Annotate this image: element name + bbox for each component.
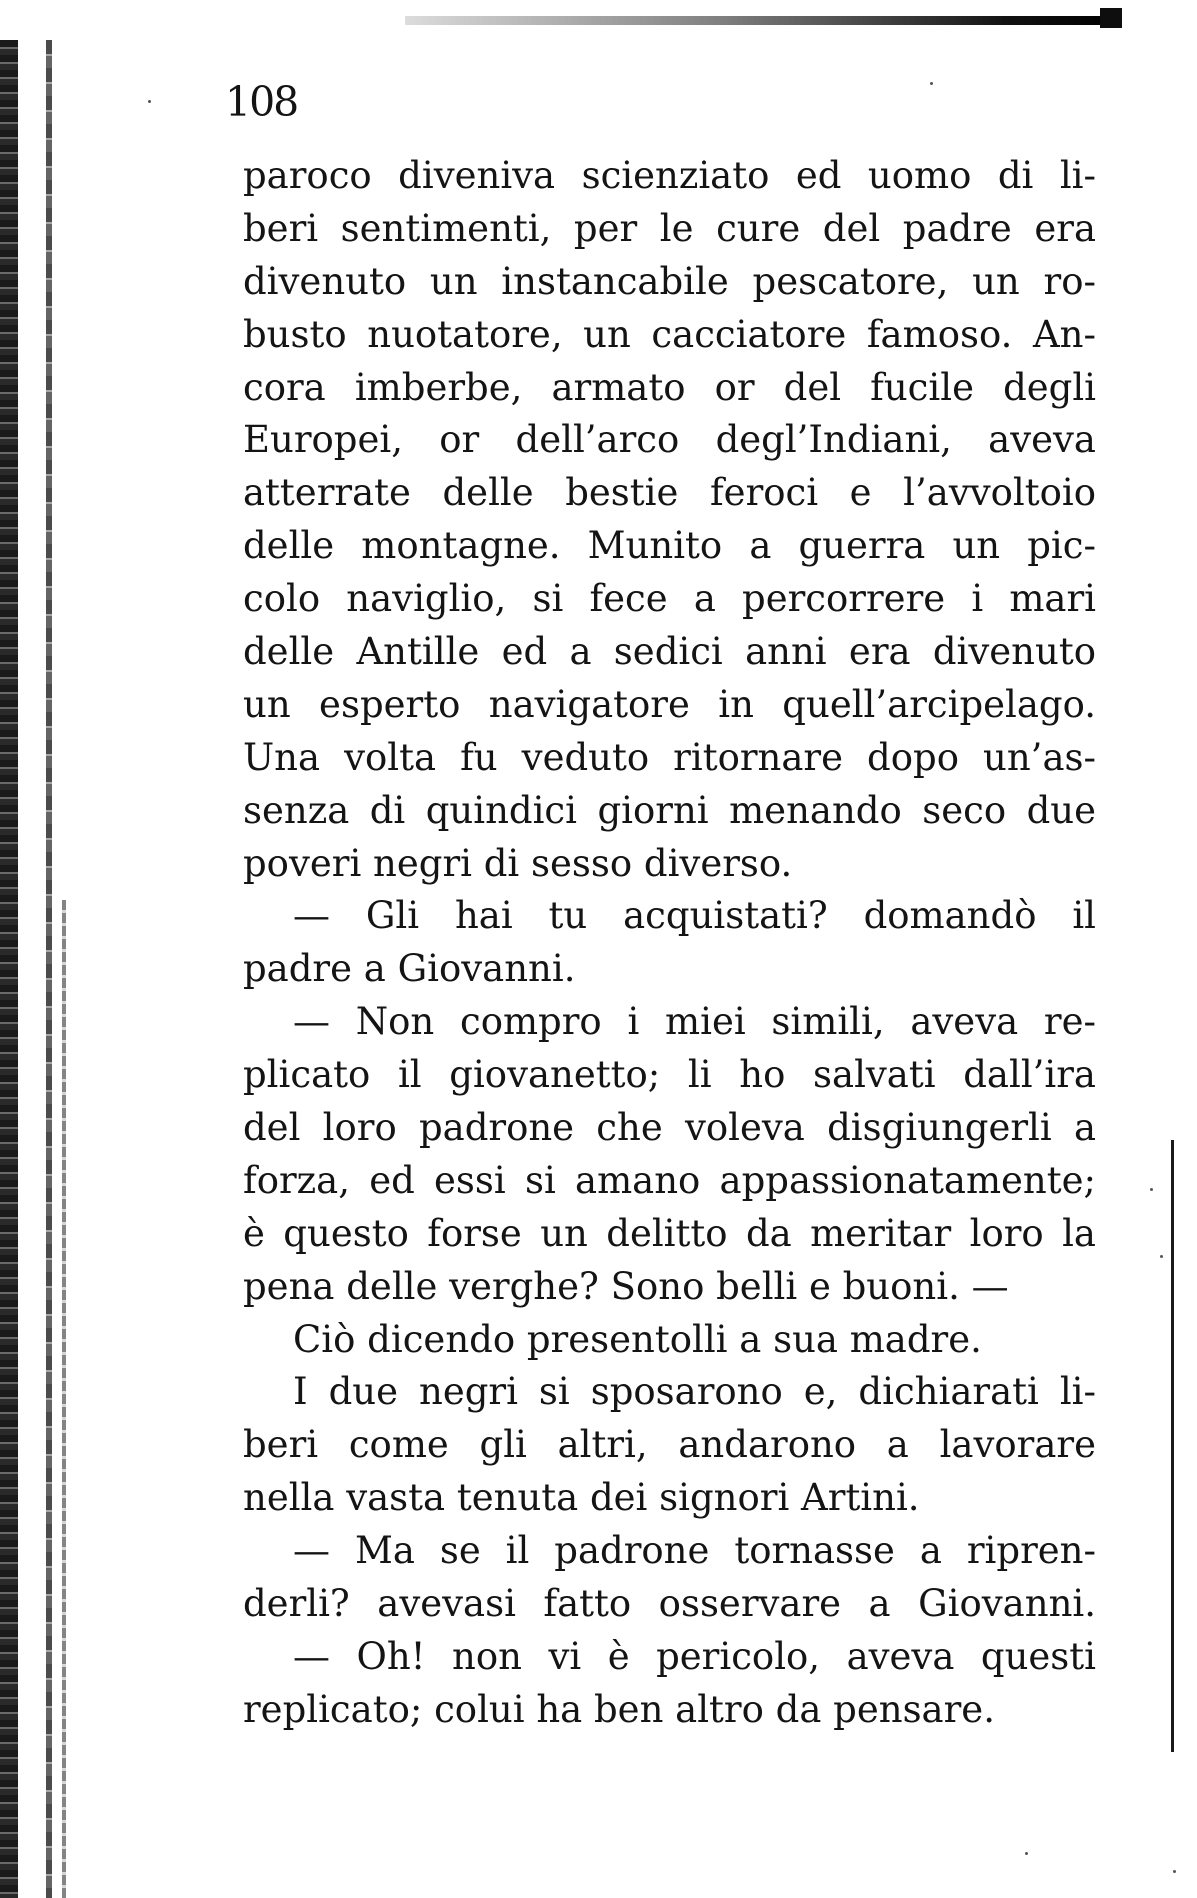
- text-line: Una volta fu veduto ritornare dopo un’as-: [243, 735, 1096, 779]
- scan-right-margin-line: [1171, 1140, 1174, 1752]
- text-line: divenuto un instancabile pescatore, un ro-: [243, 259, 1096, 303]
- text-line: un esperto navigatore in quell’arcipelago.: [243, 682, 1096, 726]
- text-line: è questo forse un delitto da meritar loro la: [243, 1211, 1096, 1255]
- page-number: 108: [225, 78, 298, 126]
- text-line: del loro padrone che voleva disgiungerli a: [243, 1106, 1096, 1150]
- text-line: — Gli hai tu acquistati? domandò il: [293, 894, 1096, 938]
- text-line: beri come gli altri, andarono a lavorare: [243, 1423, 1096, 1467]
- text-line: poveri negri di sesso diverso.: [243, 841, 793, 885]
- scan-binding-edge-secondary: [46, 40, 52, 1898]
- text-line: pena delle verghe? Sono belli e buoni. —: [243, 1264, 1009, 1308]
- text-line: paroco diveniva scienziato ed uomo di li-: [243, 154, 1096, 197]
- text-line: derli? avevasi fatto osservare a Giovanni.: [243, 1582, 1096, 1626]
- text-line: beri sentimenti, per le cure del padre era: [243, 206, 1096, 250]
- text-line: Europei, or dell’arco degl’Indiani, aveva: [243, 418, 1096, 462]
- text-line: cora imberbe, armato or del fucile degli: [243, 365, 1096, 409]
- text-line: forza, ed essi si amano appassionatamente;: [243, 1158, 1096, 1202]
- scan-speck: [1025, 1852, 1028, 1855]
- text-line: atterrate delle bestie feroci e l’avvoltoio: [243, 471, 1096, 515]
- text-line: I due negri si sposarono e, dichiarati li-: [293, 1370, 1096, 1414]
- text-line: replicato; colui ha ben altro da pensare.: [243, 1687, 995, 1731]
- text-line: plicato il giovanetto; li ho salvati dall’ira: [243, 1053, 1096, 1097]
- text-line: busto nuotatore, un cacciatore famoso. An-: [243, 312, 1096, 356]
- text-line: padre a Giovanni.: [243, 947, 576, 991]
- scan-speck: [1173, 1870, 1176, 1873]
- scan-speck: [1160, 1255, 1163, 1258]
- text-line: senza di quindici giorni menando seco due: [243, 788, 1096, 832]
- text-line: — Ma se il padrone tornasse a ripren-: [293, 1529, 1096, 1573]
- text-line: nella vasta tenuta dei signori Artini.: [243, 1476, 920, 1520]
- scan-binding-edge: [0, 40, 18, 1898]
- text-line: delle montagne. Munito a guerra un pic-: [243, 524, 1096, 568]
- scan-speck: [1150, 1188, 1153, 1191]
- text-line: — Non compro i miei simili, aveva re-: [293, 1000, 1096, 1044]
- text-line: colo naviglio, si fece a percorrere i mari: [243, 577, 1096, 621]
- text-line: delle Antille ed a sedici anni era divenuto: [243, 630, 1096, 674]
- scan-speck: [930, 82, 933, 85]
- scan-binding-edge-faint: [62, 900, 66, 1898]
- text-line: Ciò dicendo presentolli a sua madre.: [293, 1317, 982, 1361]
- text-line: — Oh! non vi è pericolo, aveva questi: [293, 1634, 1096, 1678]
- scan-speck: [148, 100, 151, 103]
- body-text: [243, 150, 1096, 1737]
- scan-top-rule-end: [1100, 8, 1122, 28]
- scan-top-rule: [405, 16, 1115, 25]
